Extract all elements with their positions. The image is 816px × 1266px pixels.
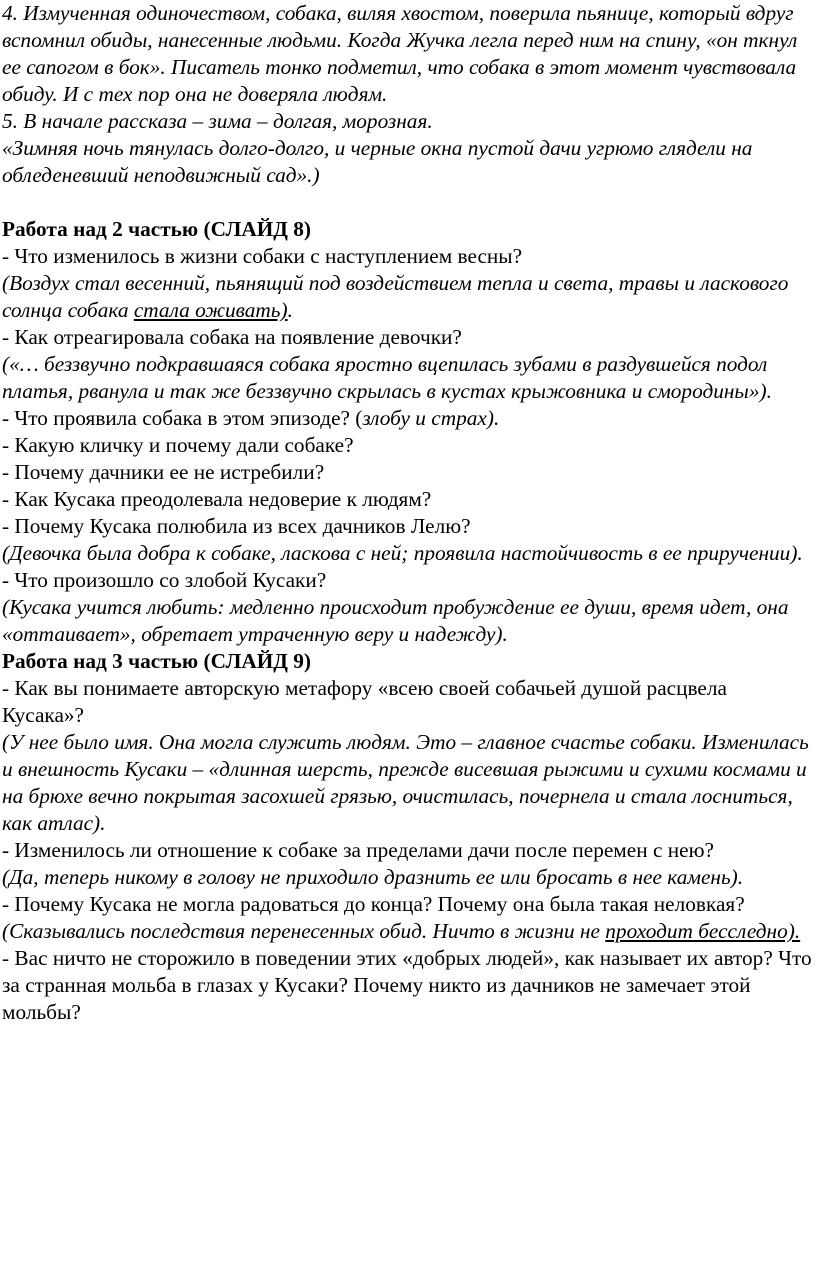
question-lelya: - Почему Кусака полюбила из всех дачников Лелю? [2, 514, 471, 538]
question-kind-people: - Вас ничто не сторожило в поведении этих «добрых людей», как называет их автор? Что за странная мольба в глазах у Кусаки? Почему никто из дачников не замечает этой мольбы? [2, 946, 812, 1024]
answer-metaphor: (У нее было имя. Она могла служить людям. Это – главное счастье собаки. Изменилась и внешность Кусаки – «длинная шерсть, прежде висевшая рыжими и сухими космами и на брюхе вечно покрытая засохшей грязью, очистилась, почернела и стала лосниться, как атлас). [2, 730, 809, 835]
answer-attitude: (Да, теперь никому в голову не приходило дразнить ее или бросать в нее камень). [2, 865, 744, 889]
question-nickname: - Какую кличку и почему дали собаке? [2, 433, 354, 457]
question-distrust: - Как Кусака преодолевала недоверие к людям? [2, 487, 432, 511]
question-metaphor: - Как вы понимаете авторскую метафору «всею своей собачьей душой расцвела Кусака»? [2, 676, 727, 727]
question-episode [2, 405, 814, 432]
question-girl: - Как отреагировала собака на появление девочки? [2, 325, 462, 349]
document-page [2, 0, 814, 1026]
section-heading-part-2: Работа над 2 частью (СЛАЙД 8) [2, 217, 311, 241]
answer-anger: (Кусака учится любить: медленно происходит пробуждение ее души, время идет, она «оттаивает», обретает утраченную веру и надежду). [2, 595, 789, 646]
answer-paragraph-4: 4. Измученная одиночеством, собака, виляя хвостом, поверила пьянице, который вдруг вспомнил обиды, нанесенные людьми. Когда Жучка легла перед ним на спину, «он ткнул ее сапогом в бок». Писатель тонко подметил, что собака в этот момент чувствовала обиду. И с тех пор она не доверяла людям. [2, 1, 798, 106]
question-spring: - Что изменилось в жизни собаки с наступлением весны? [2, 244, 523, 268]
answer-girl: («… беззвучно подкравшаяся собака яростно вцепилась зубами в раздувшейся подол платья, рванула и так же беззвучно скрылась в кустах крыжовника и смородины»). [2, 352, 772, 403]
answer-spring [2, 270, 814, 324]
question-anger: - Что произошло со злобой Кусаки? [2, 568, 327, 592]
question-text: - Что проявила собака в этом эпизоде? ( [2, 406, 363, 430]
answer-inline: злобу и страх). [362, 406, 500, 430]
answer-text: (Сказывались последствия перенесенных обид. Ничто в жизни не [2, 919, 606, 943]
answer-text: (Воздух стал весенний, пьянящий под воздействием тепла и света, травы и ласкового солнца собака [2, 271, 789, 322]
section-heading-part-3: Работа над 3 частью (СЛАЙД 9) [2, 649, 311, 673]
question-clumsy: - Почему Кусака не могла радоваться до конца? Почему она была такая неловкая? [2, 892, 745, 916]
underlined-phrase: проходит бесследно). [605, 919, 801, 943]
question-attitude: - Изменилось ли отношение к собаке за пределами дачи после перемен с нею? [2, 838, 714, 862]
answer-lelya: (Девочка была добра к собаке, ласкова с ней; проявила настойчивость в ее приручении). [2, 541, 803, 565]
underlined-phrase: стала оживать) [133, 298, 288, 322]
question-not-destroyed: - Почему дачники ее не истребили? [2, 460, 325, 484]
answer-clumsy [2, 918, 814, 945]
quote-winter-night: «Зимняя ночь тянулась долго-долго, и черные окна пустой дачи угрюмо глядели на обледеневший неподвижный сад».) [2, 136, 753, 187]
paragraph-gap [2, 189, 814, 216]
answer-text-end: . [287, 298, 293, 322]
answer-paragraph-5: 5. В начале рассказа – зима – долгая, морозная. [2, 109, 433, 133]
